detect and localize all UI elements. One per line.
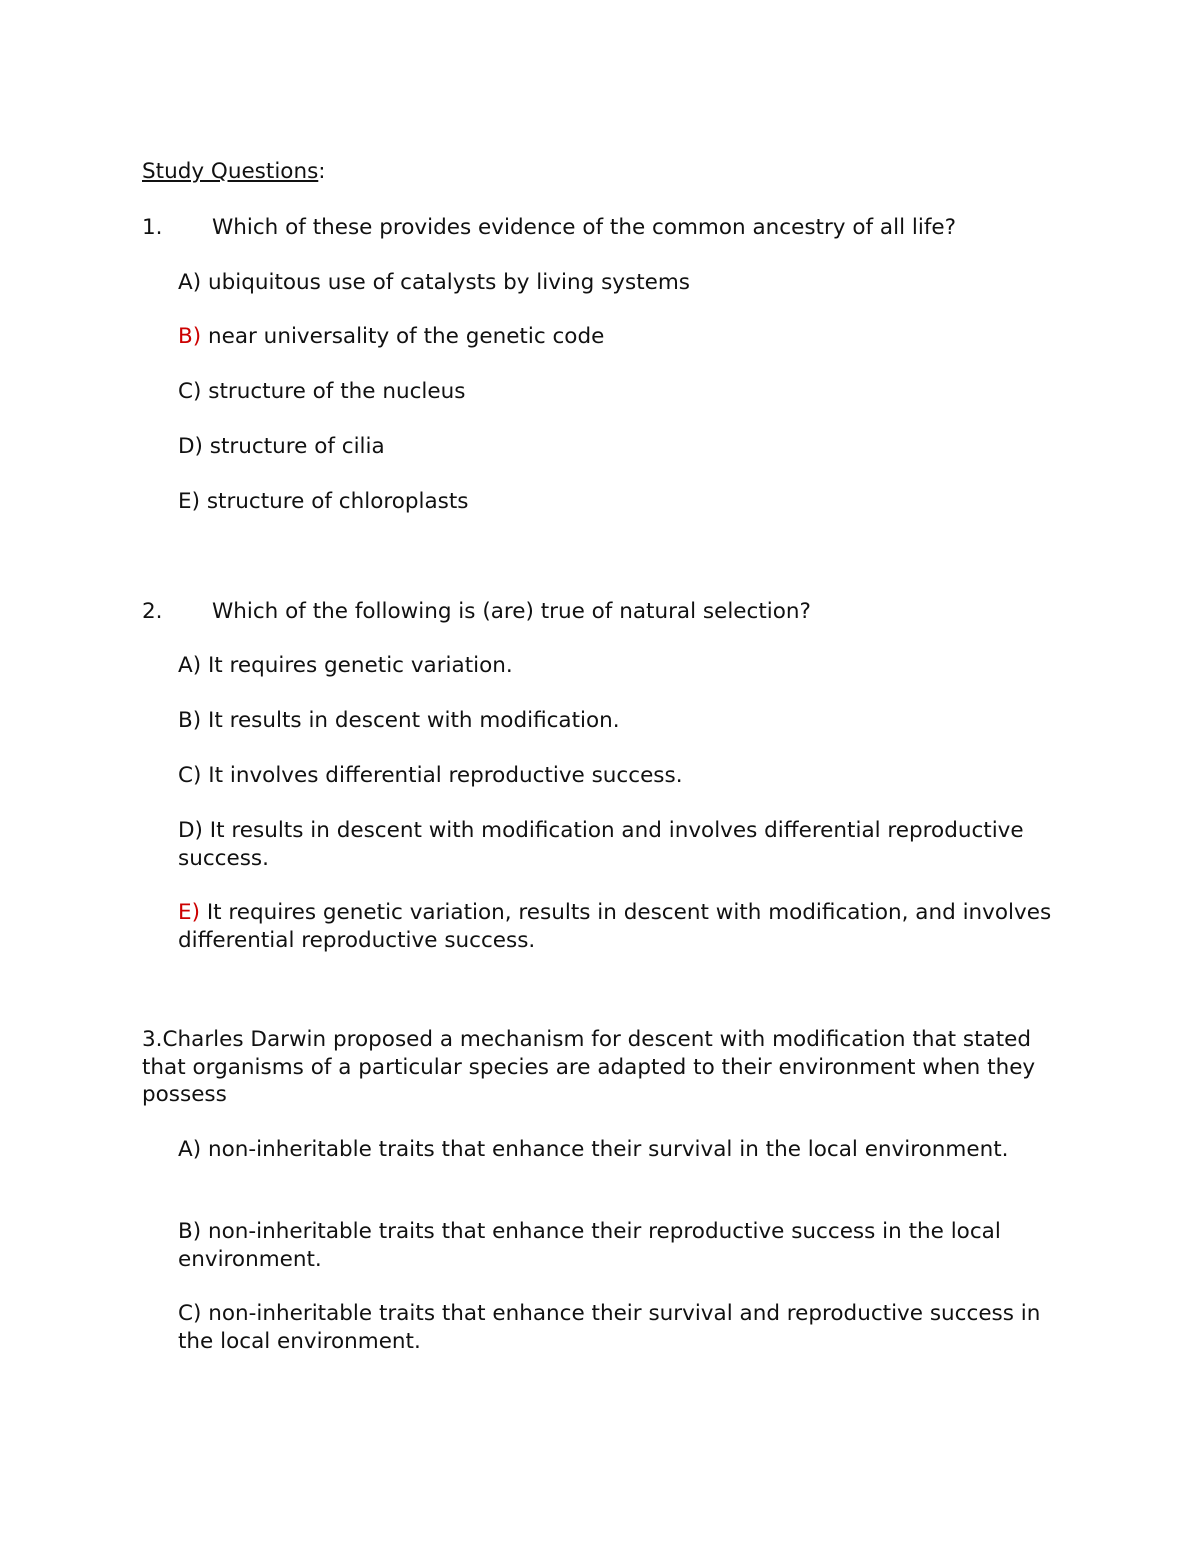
option-letter: C) [178, 763, 202, 788]
q3-option-a [178, 1136, 1058, 1164]
q3-option-b [178, 1218, 1058, 1273]
heading-colon: : [318, 159, 326, 184]
question-2 [142, 598, 811, 626]
option-text: structure of cilia [209, 434, 385, 459]
q2-option-b [178, 707, 1058, 735]
option-text: It results in descent with modification. [207, 708, 620, 733]
question-text: Which of these provides evidence of the common ancestry of all life? [212, 215, 957, 240]
q1-option-e [178, 488, 1058, 516]
option-letter-correct: E) [178, 900, 200, 925]
option-text: It requires genetic variation. [207, 653, 513, 678]
option-text: It results in descent with modification and involves differential reproductive success. [178, 818, 1024, 871]
q1-option-b [178, 323, 1058, 351]
option-text: structure of the nucleus [208, 379, 466, 404]
option-text: structure of chloroplasts [206, 489, 469, 514]
page-heading [142, 158, 326, 186]
q2-option-c [178, 762, 1058, 790]
q2-option-d [178, 817, 1058, 872]
option-letter: C) [178, 379, 202, 404]
q1-option-a [178, 269, 1058, 297]
option-text: non-inheritable traits that enhance their survival and reproductive success in the local environment. [178, 1301, 1041, 1354]
heading-title: Study Questions [142, 159, 319, 184]
question-text: Charles Darwin proposed a mechanism for descent with modification that stated that organisms of a particular species are adapted to their environment when they possess [142, 1027, 1036, 1107]
q2-option-e [178, 899, 1058, 954]
question-number: 3. [142, 1027, 163, 1052]
option-letter: B) [178, 708, 202, 733]
question-3 [142, 1026, 1052, 1109]
question-1 [142, 214, 956, 242]
question-number: 2. [142, 599, 163, 624]
option-text: ubiquitous use of catalysts by living systems [207, 270, 690, 295]
option-text: non-inheritable traits that enhance their reproductive success in the local environment. [178, 1219, 1001, 1272]
q1-option-d [178, 433, 1058, 461]
question-text: Which of the following is (are) true of natural selection? [212, 599, 811, 624]
q1-option-c [178, 378, 1058, 406]
option-letter: E) [178, 489, 200, 514]
option-letter: A) [178, 653, 202, 678]
option-letter-correct: B) [178, 324, 202, 349]
option-text: It requires genetic variation, results in descent with modification, and involves differential reproductive success. [178, 900, 1052, 953]
question-number: 1. [142, 215, 163, 240]
option-letter: D) [178, 434, 203, 459]
q3-option-c [178, 1300, 1058, 1355]
option-letter: A) [178, 1137, 202, 1162]
option-text: It involves differential reproductive success. [208, 763, 683, 788]
option-letter: C) [178, 1301, 202, 1326]
option-letter: B) [178, 1219, 202, 1244]
option-letter: A) [178, 270, 202, 295]
option-text: near universality of the genetic code [207, 324, 605, 349]
option-text: non-inheritable traits that enhance their survival in the local environment. [207, 1137, 1009, 1162]
option-letter: D) [178, 818, 203, 843]
q2-option-a [178, 652, 1058, 680]
